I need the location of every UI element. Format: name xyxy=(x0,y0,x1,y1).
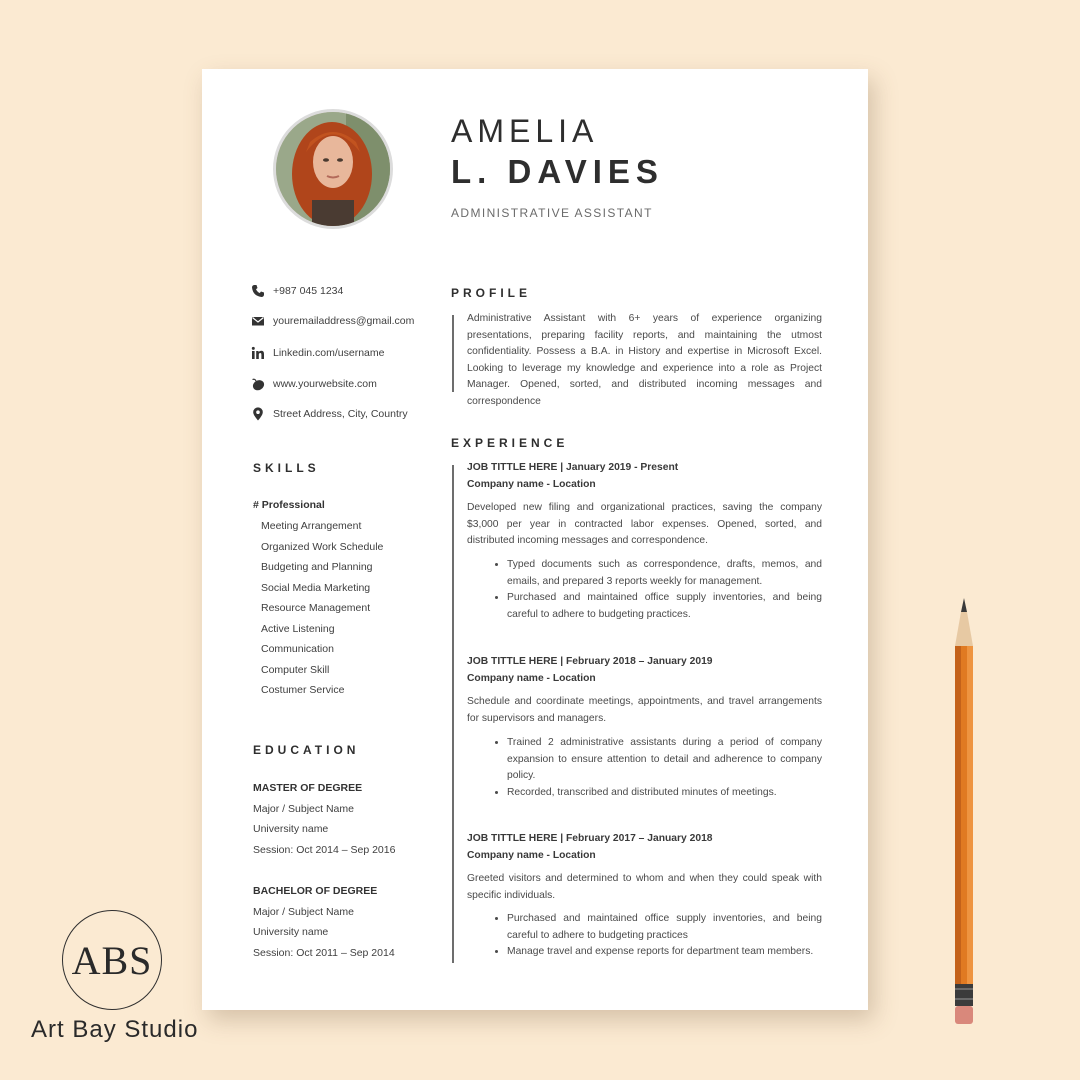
education-entry xyxy=(253,884,395,966)
degree-major: Major / Subject Name xyxy=(253,802,354,815)
contact-email xyxy=(251,312,431,330)
experience-title: EXPERIENCE xyxy=(451,436,569,450)
job-bullets xyxy=(467,735,822,801)
profile-photo xyxy=(273,109,393,229)
contact-phone-text: +987 045 1234 xyxy=(273,285,344,297)
job-bullet: • Manage travel and expense reports for department team members. xyxy=(507,944,822,961)
skill-item: Computer Skill xyxy=(261,663,330,676)
skills-title: SKILLS xyxy=(253,461,320,475)
education-title: EDUCATION xyxy=(253,743,360,757)
brand-logo xyxy=(62,910,162,1010)
job-summary: Schedule and coordinate meetings, appointments, and travel arrangements for supervisors and managers. xyxy=(467,696,822,724)
job-company: Company name - Location xyxy=(467,479,596,490)
job-summary: Greeted visitors and determined to whom and when they could speak with specific individuals. xyxy=(467,873,822,901)
contact-address xyxy=(251,405,431,423)
contact-linkedin-text: Linkedin.com/username xyxy=(273,347,385,359)
mouse-icon xyxy=(251,377,265,391)
skill-item: Communication xyxy=(261,643,334,655)
skill-item: Budgeting and Planning xyxy=(261,561,373,573)
degree-name: BACHELOR OF DEGREE xyxy=(253,885,378,897)
brand-logo-initials: ABS xyxy=(71,937,153,983)
brand-studio-name: Art Bay Studio xyxy=(31,1016,199,1043)
contact-address-text: Street Address, City, Country xyxy=(273,408,408,420)
profile-title: PROFILE xyxy=(451,286,532,300)
phone-icon xyxy=(251,284,265,298)
job-bullet: • Typed documents such as correspondence, drafts, memos, and emails, and prepared 3 reports weekly for management. xyxy=(507,557,822,590)
skill-item: Resource Management xyxy=(261,602,371,614)
profile-photo-image xyxy=(276,112,390,226)
degree-session: Session: Oct 2014 – Sep 2016 xyxy=(253,843,396,856)
envelope-icon xyxy=(251,314,265,328)
job-company: Company name - Location xyxy=(467,850,596,861)
resume-page xyxy=(202,69,868,1010)
contact-website xyxy=(251,375,431,393)
job-heading: JOB TITTLE HERE | January 2019 - Present xyxy=(467,462,679,473)
degree-university: University name xyxy=(253,823,329,836)
degree-major: Major / Subject Name xyxy=(253,905,354,918)
degree-session: Session: Oct 2011 – Sep 2014 xyxy=(253,946,395,959)
skills-list xyxy=(261,519,383,704)
job-summary: Developed new filing and organizational practices, saving the company $3,000 per year in contracted labor expenses. Opened, sorted, and distributed incoming messages and correspondence. xyxy=(467,502,822,546)
job-bullet: • Purchased and maintained office supply inventories, and being careful to adhere to budgeting practices xyxy=(507,911,822,944)
job-heading: JOB TITTLE HERE | February 2017 – January 2018 xyxy=(467,833,713,844)
experience-divider xyxy=(452,465,454,963)
degree-university: University name xyxy=(253,926,329,939)
linkedin-icon xyxy=(251,346,265,360)
job-bullets xyxy=(467,911,822,961)
skill-item: Organized Work Schedule xyxy=(261,540,384,553)
skill-item: Costumer Service xyxy=(261,684,345,696)
first-name: AMELIA xyxy=(451,113,599,149)
profile-text: Administrative Assistant with 6+ years of experience organizing presentations, preparing facility reports, and maintaining the utmost confidentiality. Possess a B.A. in History and expertise in Microsoft Excel. Looking to leverage my knowledge and experience into a role as Project Manager. Opened, sorted, and distributed incoming messages and correspondence xyxy=(467,313,822,407)
profile-divider xyxy=(452,315,454,392)
skills-group-label: # Professional xyxy=(253,499,325,511)
contact-phone xyxy=(251,282,431,300)
job-bullet: • Purchased and maintained office supply inventories, and being careful to adhere to budgeting practices. xyxy=(507,590,822,623)
contact-email-text: youremailaddress@gmail.com xyxy=(273,315,415,327)
job-role: ADMINISTRATIVE ASSISTANT xyxy=(451,206,653,220)
location-pin-icon xyxy=(251,407,265,421)
degree-name: MASTER OF DEGREE xyxy=(253,782,363,794)
contact-website-text: www.yourwebsite.com xyxy=(273,378,377,390)
skill-item: Social Media Marketing xyxy=(261,581,371,594)
education-entry xyxy=(253,781,395,863)
job-company: Company name - Location xyxy=(467,673,596,684)
job-heading: JOB TITTLE HERE | February 2018 – January 2019 xyxy=(467,656,713,667)
last-name: L. DAVIES xyxy=(451,153,664,190)
job-bullet: • Trained 2 administrative assistants during a period of company expansion to ensure attention to detail and adherence to company policy. xyxy=(507,735,822,785)
contact-linkedin xyxy=(251,344,431,362)
pencil-decoration xyxy=(952,598,976,1028)
skill-item: Meeting Arrangement xyxy=(261,520,362,532)
job-bullet: • Recorded, transcribed and distributed minutes of meetings. xyxy=(507,785,822,802)
skill-item: Active Listening xyxy=(261,622,335,635)
job-bullets xyxy=(467,557,822,623)
